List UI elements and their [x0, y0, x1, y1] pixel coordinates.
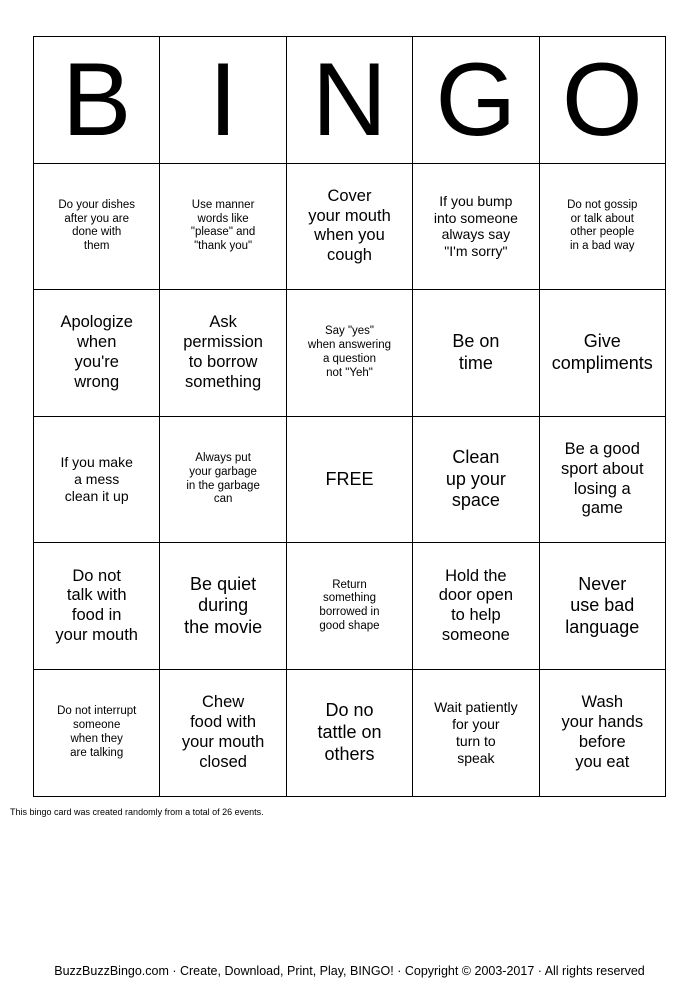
- bingo-cell: Clean up your space: [413, 416, 539, 543]
- bingo-row-5: [34, 669, 666, 796]
- bingo-cell: Always put your garbage in the garbage can: [160, 416, 286, 543]
- bingo-cell: Do not talk with food in your mouth: [34, 543, 160, 670]
- bingo-cell: Give compliments: [539, 290, 665, 417]
- bingo-row-1: [34, 163, 666, 290]
- bingo-row-3: [34, 416, 666, 543]
- bingo-row-4: [34, 543, 666, 670]
- bingo-cell: Cover your mouth when you cough: [286, 163, 412, 290]
- bingo-cell: Use manner words like "please" and "thank you": [160, 163, 286, 290]
- bingo-cell: Apologize when you're wrong: [34, 290, 160, 417]
- bingo-cell: Return something borrowed in good shape: [286, 543, 412, 670]
- bingo-cell: If you bump into someone always say "I'm sorry": [413, 163, 539, 290]
- bingo-header-row: [34, 37, 666, 164]
- bingo-cell: Say "yes" when answering a question not "Yeh": [286, 290, 412, 417]
- header-letter-o: O: [539, 37, 665, 164]
- free-space-cell: FREE: [286, 416, 412, 543]
- bingo-cell: Do no tattle on others: [286, 669, 412, 796]
- bingo-cell: Do not interrupt someone when they are talking: [34, 669, 160, 796]
- bingo-cell: Be on time: [413, 290, 539, 417]
- copyright-footer: BuzzBuzzBingo.com · Create, Download, Print, Play, BINGO! · Copyright © 2003-2017 · All rights reserved: [54, 964, 645, 978]
- bingo-cell: Do your dishes after you are done with them: [34, 163, 160, 290]
- bingo-cell: Be a good sport about losing a game: [539, 416, 665, 543]
- header-letter-i: I: [160, 37, 286, 164]
- header-letter-g: G: [413, 37, 539, 164]
- header-letter-n: N: [286, 37, 412, 164]
- bingo-cell: Hold the door open to help someone: [413, 543, 539, 670]
- bingo-cell: Do not gossip or talk about other people in a bad way: [539, 163, 665, 290]
- bingo-cell: If you make a mess clean it up: [34, 416, 160, 543]
- header-letter-b: B: [34, 37, 160, 164]
- generation-note: This bingo card was created randomly from a total of 26 events.: [10, 807, 264, 817]
- bingo-cell: Ask permission to borrow something: [160, 290, 286, 417]
- bingo-cell: Chew food with your mouth closed: [160, 669, 286, 796]
- bingo-cell: Never use bad language: [539, 543, 665, 670]
- bingo-cell: Be quiet during the movie: [160, 543, 286, 670]
- bingo-cell: Wash your hands before you eat: [539, 669, 665, 796]
- bingo-card: [33, 36, 666, 797]
- bingo-cell: Wait patiently for your turn to speak: [413, 669, 539, 796]
- bingo-row-2: [34, 290, 666, 417]
